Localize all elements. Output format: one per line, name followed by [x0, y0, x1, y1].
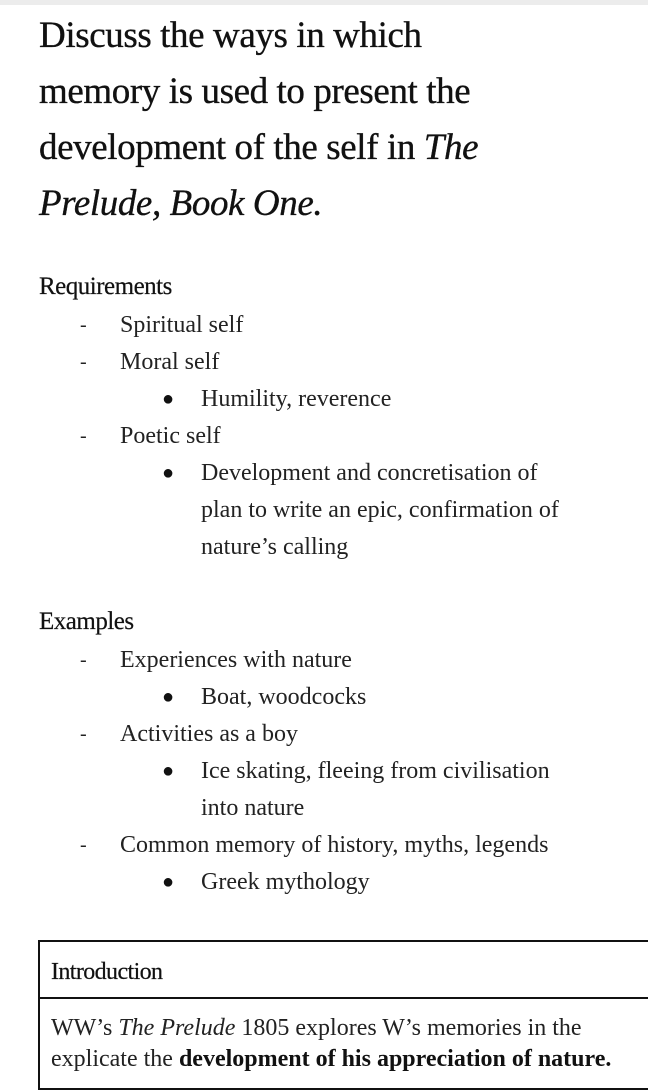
- dash-marker: -: [80, 649, 87, 671]
- intro-bold-phrase: development of his appreciation of nature.: [178, 1046, 612, 1072]
- intro-line-1-prefix: WW’s: [51, 1015, 119, 1041]
- bullet-icon: ●: [162, 462, 175, 484]
- introduction-table: [38, 940, 648, 1090]
- intro-italic-title: The Prelude: [118, 1015, 236, 1041]
- example-experiences-with-nature: Experiences with nature: [120, 647, 352, 673]
- example-common-memory: Common memory of history, myths, legends: [120, 832, 549, 858]
- example-activities-sub-line-2: into nature: [201, 795, 305, 821]
- dash-marker: -: [80, 314, 87, 336]
- title-italic-the: The: [423, 127, 479, 168]
- example-activities-as-boy: Activities as a boy: [120, 721, 298, 747]
- top-bar: [0, 0, 648, 5]
- example-nature-sub: Boat, woodcocks: [201, 684, 367, 710]
- bullet-icon: ●: [162, 686, 175, 708]
- introduction-line-2: [51, 1044, 648, 1075]
- title-line-3: development of the self in: [39, 127, 424, 168]
- title-italic-prelude: Prelude, Book One.: [39, 183, 323, 224]
- example-activities-sub-line-1: Ice skating, fleeing from civilisation: [201, 758, 550, 784]
- requirement-spiritual-self: Spiritual self: [120, 312, 244, 338]
- requirements-heading: Requirements: [39, 273, 172, 300]
- example-common-memory-sub: Greek mythology: [201, 869, 370, 895]
- bullet-icon: ●: [162, 388, 175, 410]
- dash-marker: -: [80, 834, 87, 856]
- requirement-poetic-self: Poetic self: [120, 423, 221, 449]
- bullet-icon: ●: [162, 871, 175, 893]
- requirement-moral-self: Moral self: [120, 349, 220, 375]
- title-line-1: Discuss the ways in which: [39, 15, 422, 56]
- intro-line-2-prefix: explicate the: [51, 1046, 179, 1072]
- introduction-line-1: [51, 1013, 648, 1044]
- introduction-table-header: Introduction: [40, 942, 648, 999]
- dash-marker: -: [80, 351, 87, 373]
- title-line-2: memory is used to present the: [39, 71, 471, 112]
- requirement-poetic-sub-line-2: plan to write an epic, confirmation of: [201, 497, 559, 523]
- bullet-icon: ●: [162, 760, 175, 782]
- examples-heading: Examples: [39, 608, 134, 635]
- essay-question-title: [39, 8, 639, 232]
- requirement-poetic-sub-line-3: nature’s calling: [201, 534, 349, 560]
- requirement-poetic-sub-line-1: Development and concretisation of: [201, 460, 538, 486]
- intro-line-1-suffix: 1805 explores W’s memories in the: [235, 1015, 582, 1041]
- introduction-table-body: [40, 999, 648, 1075]
- dash-marker: -: [80, 723, 87, 745]
- dash-marker: -: [80, 425, 87, 447]
- requirement-moral-sub: Humility, reverence: [201, 386, 392, 412]
